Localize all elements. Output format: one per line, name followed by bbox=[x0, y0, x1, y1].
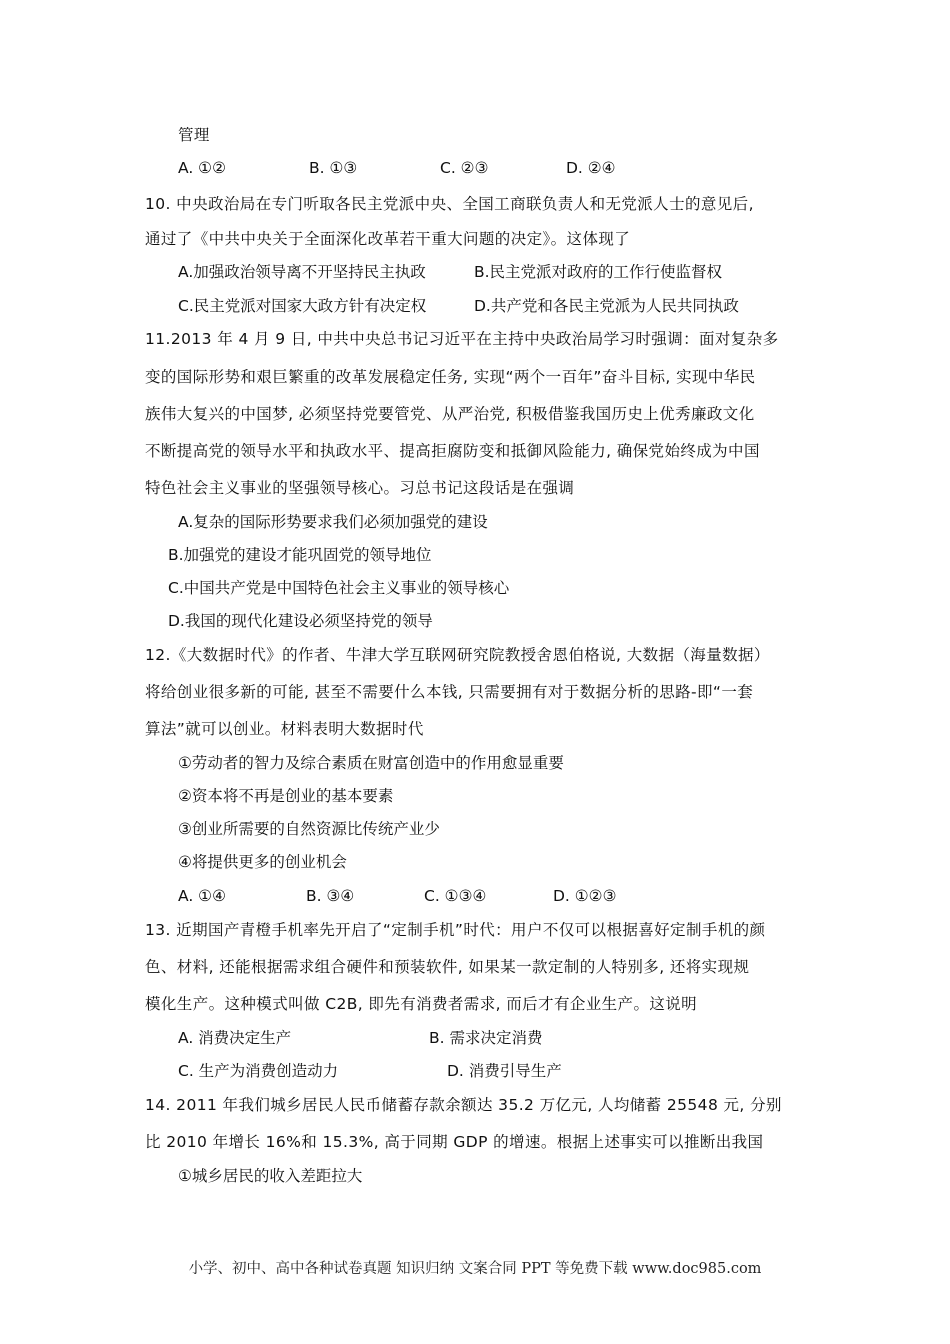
q11-option-d: D.我国的现代化建设必须坚持党的领导 bbox=[168, 612, 433, 630]
q14-stem-line: 14. 2011 年我们城乡居民人民币储蓄存款余额达 35.2 万亿元, 人均储蓄 25548 元, 分别 bbox=[145, 1096, 782, 1114]
q12-stem-line: 12.《大数据时代》的作者、牛津大学互联网研究院教授舍恩伯格说, 大数据（海量数据） bbox=[145, 646, 770, 664]
q11-stem-line: 特色社会主义事业的坚强领导核心。习总书记这段话是在强调 bbox=[145, 479, 575, 497]
q13-stem-line: 13. 近期国产青橙手机率先开启了“定制手机”时代：用户不仅可以根据喜好定制手机的颜 bbox=[145, 921, 766, 939]
q12-statement: ④将提供更多的创业机会 bbox=[178, 853, 347, 871]
q10-stem-line: 10. 中央政治局在专门听取各民主党派中央、全国工商联负责人和无党派人士的意见后, bbox=[145, 195, 754, 213]
q12-option-b: B. ③④ bbox=[306, 887, 355, 905]
q13-stem-line: 模化生产。这种模式叫做 C2B, 即先有消费者需求, 而后才有企业生产。这说明 bbox=[145, 995, 698, 1013]
q12-statement: ③创业所需要的自然资源比传统产业少 bbox=[178, 820, 440, 838]
prev-option-b: B. ①③ bbox=[309, 159, 358, 177]
q12-statement: ②资本将不再是创业的基本要素 bbox=[178, 787, 394, 805]
q14-statement: ①城乡居民的收入差距拉大 bbox=[178, 1167, 363, 1185]
q10-option-c: C.民主党派对国家大政方针有决定权 bbox=[178, 297, 427, 315]
q13-option-c: C. 生产为消费创造动力 bbox=[178, 1062, 339, 1080]
q11-stem-line: 11.2013 年 4 月 9 日, 中共中央总书记习近平在主持中央政治局学习时强调：面对复杂多 bbox=[145, 330, 779, 348]
prev-question-tail: 管理 bbox=[178, 126, 210, 144]
q11-stem-line: 族伟大复兴的中国梦, 必须坚持党要管党、从严治党, 积极借鉴我国历史上优秀廉政文化 bbox=[145, 405, 755, 423]
q12-stem-line: 算法”就可以创业。材料表明大数据时代 bbox=[145, 720, 424, 738]
q14-stem-line: 比 2010 年增长 16%和 15.3%, 高于同期 GDP 的增速。根据上述事实可以推断出我国 bbox=[145, 1133, 764, 1151]
q12-option-a: A. ①④ bbox=[178, 887, 226, 905]
q13-stem-line: 色、材料, 还能根据需求组合硬件和预装软件, 如果某一款定制的人特别多, 还将实现规 bbox=[145, 958, 750, 976]
prev-option-a: A. ①② bbox=[178, 159, 226, 177]
prev-option-c: C. ②③ bbox=[440, 159, 489, 177]
q11-option-c: C.中国共产党是中国特色社会主义事业的领导核心 bbox=[168, 579, 510, 597]
prev-option-d: D. ②④ bbox=[566, 159, 616, 177]
q12-statement: ①劳动者的智力及综合素质在财富创造中的作用愈显重要 bbox=[178, 754, 564, 772]
q11-stem-line: 不断提高党的领导水平和执政水平、提高拒腐防变和抵御风险能力, 确保党始终成为中国 bbox=[145, 442, 760, 460]
q10-option-d: D.共产党和各民主党派为人民共同执政 bbox=[474, 297, 739, 315]
q10-option-a: A.加强政治领导离不开坚持民主执政 bbox=[178, 263, 426, 281]
q13-option-b: B. 需求决定消费 bbox=[429, 1029, 543, 1047]
q12-option-c: C. ①③④ bbox=[424, 887, 487, 905]
q10-stem-line: 通过了《中共中央关于全面深化改革若干重大问题的决定》。这体现了 bbox=[145, 230, 631, 248]
footer-text: 小学、初中、高中各种试卷真题 知识归纳 文案合同 PPT 等免费下载 www.doc985.com bbox=[188, 1261, 762, 1277]
q13-option-d: D. 消费引导生产 bbox=[447, 1062, 562, 1080]
q11-option-b: B.加强党的建设才能巩固党的领导地位 bbox=[168, 546, 432, 564]
q10-option-b: B.民主党派对政府的工作行使监督权 bbox=[474, 263, 723, 281]
q12-option-d: D. ①②③ bbox=[553, 887, 617, 905]
q12-stem-line: 将给创业很多新的可能, 甚至不需要什么本钱, 只需要拥有对于数据分析的思路-即“一套 bbox=[145, 683, 754, 701]
q11-stem-line: 变的国际形势和艰巨繁重的改革发展稳定任务, 实现“两个一百年”奋斗目标, 实现中华民 bbox=[145, 368, 756, 386]
q13-option-a: A. 消费决定生产 bbox=[178, 1029, 292, 1047]
q11-option-a: A.复杂的国际形势要求我们必须加强党的建设 bbox=[178, 513, 488, 531]
